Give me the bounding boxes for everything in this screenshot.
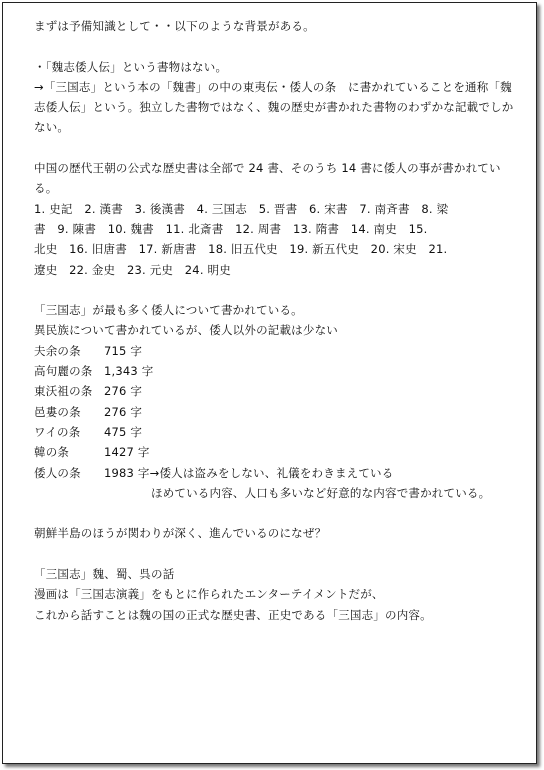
char-count: 1983 字→倭人は盗みをしない、礼儀をわきまえている [104,465,394,480]
section-name: 倭人の条 [34,465,81,480]
section-name: 韓の条 [34,445,70,460]
paragraph-line: 漫画は「三国志演義」をもとに作られたエンターテイメントだが、 [34,587,384,602]
document-page [2,2,537,764]
char-count-row [34,341,519,361]
paragraph-line: る。 [34,181,58,196]
section-name: ワイの条 [34,424,81,439]
paragraph-line: ない。 [34,120,70,135]
history-list-line: 北史 16. 旧唐書 17. 新唐書 18. 旧五代史 19. 新五代史 20. 宋史 21. [34,242,448,257]
char-count: 1,343 字 [104,364,154,379]
section-name: 東沃祖の条 [34,384,93,399]
char-count-row [34,361,519,381]
char-count-row [34,402,519,422]
paragraph-line: これから話すことは魏の国の正式な歴史書、正史である「三国志」の内容。 [34,607,432,622]
heading-no-book: ・「魏志倭人伝」という書物はない。 [34,59,228,74]
paragraph-line: 朝鮮半島のほうが関わりが深く、進んでいるのになぜ？ [34,526,327,541]
char-count: 475 字 [104,424,143,439]
section-name: 夫余の条 [34,343,81,358]
section-name: 邑婁の条 [34,404,81,419]
char-count: 276 字 [104,404,143,419]
char-count-row [34,422,519,442]
paragraph-line: 志倭人伝」という。独立した書物ではなく、魏の歴史が書かれた書物のわずかな記載でしか [34,100,514,115]
paragraph-line: 中国の歴代王朝の公式な歴史書は全部で 24 書、そのうち 14 書に倭人の事が書かれてい [34,161,501,176]
char-count-row [34,442,519,462]
paragraph-line: 異民族について書かれているが、倭人以外の記載は少ない [34,323,338,338]
history-list-line: 1. 史記 2. 漢書 3. 後漢書 4. 三国志 5. 晋書 6. 宋書 7. 南斉書 8. 梁 [34,201,449,216]
intro-line: まずは予備知識として・・以下のような背景がある。 [34,19,315,33]
char-count: 1427 字 [104,445,150,460]
char-count-row [34,463,519,483]
document-body [34,16,519,625]
paragraph-line: 「三国志」魏、蜀、呉の話 [34,567,175,582]
paragraph-line: 「三国志」が最も多く倭人について書かれている。 [34,303,303,318]
char-count-note: ほめている内容、人口も多いなど好意的な内容で書かれている。 [151,485,491,500]
char-count-row [34,381,519,401]
section-name: 高句麗の条 [34,364,93,379]
history-list-line: 書 9. 陳書 10. 魏書 11. 北斎書 12. 周書 13. 隋書 14. 南史 15. [34,221,428,236]
char-count: 715 字 [104,343,143,358]
char-count: 276 字 [104,384,143,399]
history-list-line: 遼史 22. 金史 23. 元史 24. 明史 [34,262,231,277]
paragraph-line: →「三国志」という本の「魏書」の中の東夷伝・倭人の条 に書かれていることを通称「魏 [34,79,512,94]
